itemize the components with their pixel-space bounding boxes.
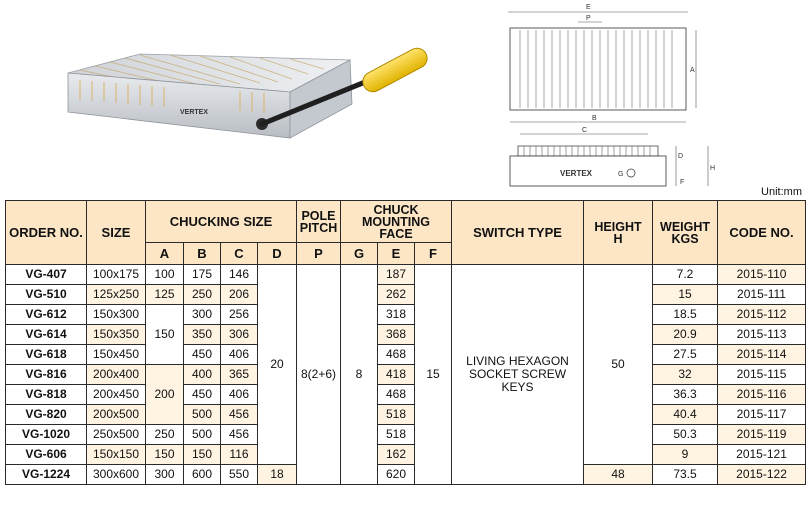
e-cell: 518 [378,405,415,425]
header-c: C [221,243,258,265]
b-cell: 300 [184,305,221,325]
size-cell: 300x600 [87,465,146,485]
b-cell: 600 [184,465,221,485]
e-cell: 468 [378,345,415,365]
header-chucking-size: CHUCKING SIZE [146,201,297,243]
switch-type-line3: KEYS [501,380,534,394]
header-cmf-line3: FACE [379,226,413,241]
b-cell: 250 [184,285,221,305]
size-cell: 200x450 [87,385,146,405]
table-row [6,365,806,385]
weight-cell: 7.2 [653,265,718,285]
weight-cell: 40.4 [653,405,718,425]
c-cell: 206 [221,285,258,305]
header-height [584,201,653,265]
dim-b-label: B [592,115,597,122]
code-cell: 2015-117 [718,405,806,425]
weight-cell: 18.5 [653,305,718,325]
b-cell: 450 [184,385,221,405]
b-cell: 500 [184,405,221,425]
header-switch-type: SWITCH TYPE [452,201,584,265]
header-d: D [258,243,297,265]
table-row [6,405,806,425]
a-cell: 300 [146,465,184,485]
header-e: E [378,243,415,265]
code-cell: 2015-115 [718,365,806,385]
c-cell: 406 [221,345,258,365]
e-cell: 187 [378,265,415,285]
technical-drawing [498,0,730,198]
f-shared-cell: 15 [415,265,452,485]
b-cell: 350 [184,325,221,345]
header-cmf-line2: MOUNTING [361,214,431,229]
header-pole-pitch-line2: PITCH [299,220,338,235]
dim-f-label: F [680,179,685,186]
order-no-cell: VG-818 [6,385,87,405]
weight-cell: 32 [653,365,718,385]
switch-type-line2: SOCKET SCREW [468,367,567,381]
drawing-brand: VERTEX [560,169,593,178]
header-f: F [415,243,452,265]
order-no-cell: VG-407 [6,265,87,285]
header-weight [653,201,718,265]
size-cell: 250x500 [87,425,146,445]
table-row [6,305,806,325]
a-cell: 100 [146,265,184,285]
order-no-cell: VG-606 [6,445,87,465]
unit-note: Unit:mm [761,186,802,198]
e-cell: 162 [378,445,415,465]
weight-cell: 27.5 [653,345,718,365]
size-cell: 200x400 [87,365,146,385]
dim-c-label: C [582,127,588,134]
a-cell: 250 [146,425,184,445]
header-chuck-mounting-face [341,201,452,243]
weight-cell: 9 [653,445,718,465]
order-no-cell: VG-820 [6,405,87,425]
g-shared-cell: 8 [341,265,378,485]
switch-type-line1: LIVING HEXAGON [466,354,569,368]
code-cell: 2015-114 [718,345,806,365]
switch-type-cell [452,265,584,485]
dim-a-label: A [690,67,695,74]
b-cell: 150 [184,445,221,465]
size-cell: 150x300 [87,305,146,325]
header-pole-pitch [297,201,341,243]
code-cell: 2015-111 [718,285,806,305]
b-cell: 175 [184,265,221,285]
weight-cell: 50.3 [653,425,718,445]
e-cell: 518 [378,425,415,445]
e-cell: 620 [378,465,415,485]
weight-cell: 73.5 [653,465,718,485]
code-cell: 2015-112 [718,305,806,325]
code-cell: 2015-122 [718,465,806,485]
size-cell: 125x250 [87,285,146,305]
dim-e-label: E [586,4,591,11]
header-a: A [146,243,184,265]
weight-cell: 36.3 [653,385,718,405]
header-order-no: ORDER NO. [6,201,87,265]
c-cell: 306 [221,325,258,345]
table-row [6,265,806,285]
height-shared-cell: 50 [584,265,653,465]
c-cell: 406 [221,385,258,405]
order-no-cell: VG-614 [6,325,87,345]
a-shared-cell: 150 [146,305,184,365]
code-cell: 2015-113 [718,325,806,345]
size-cell: 200x500 [87,405,146,425]
size-cell: 150x450 [87,345,146,365]
e-cell: 368 [378,325,415,345]
dim-h-label: H [710,165,716,172]
order-no-cell: VG-1224 [6,465,87,485]
c-cell: 365 [221,365,258,385]
dim-d-label: D [678,153,684,160]
d-cell: 18 [258,465,297,485]
table-row [6,285,806,305]
b-cell: 500 [184,425,221,445]
table-row [6,425,806,445]
header-size: SIZE [87,201,146,265]
table-row [6,465,806,485]
product-photo [40,40,440,190]
header-p: P [297,243,341,265]
a-cell: 125 [146,285,184,305]
order-no-cell: VG-1020 [6,425,87,445]
header-b: B [184,243,221,265]
header-weight-line1: WEIGHT [660,219,711,234]
header-code-no: CODE NO. [718,201,806,265]
a-shared-cell: 200 [146,365,184,425]
code-cell: 2015-116 [718,385,806,405]
dim-p-label: P [586,15,591,22]
order-no-cell: VG-816 [6,365,87,385]
b-cell: 450 [184,345,221,365]
code-cell: 2015-110 [718,265,806,285]
photo-brand: VERTEX [180,109,209,116]
header-cmf-line1: CHUCK [373,202,419,217]
code-cell: 2015-121 [718,445,806,465]
c-cell: 256 [221,305,258,325]
c-cell: 550 [221,465,258,485]
size-cell: 100x175 [87,265,146,285]
e-cell: 418 [378,365,415,385]
order-no-cell: VG-618 [6,345,87,365]
header-height-line2: H [613,231,623,246]
c-cell: 116 [221,445,258,465]
order-no-cell: VG-612 [6,305,87,325]
order-no-cell: VG-510 [6,285,87,305]
b-cell: 400 [184,365,221,385]
size-cell: 150x350 [87,325,146,345]
header-height-line1: HEIGHT [594,219,642,234]
c-cell: 146 [221,265,258,285]
c-cell: 456 [221,405,258,425]
weight-cell: 15 [653,285,718,305]
weight-cell: 20.9 [653,325,718,345]
table-row [6,345,806,365]
dim-g-label: G [618,171,624,178]
header-g: G [341,243,378,265]
header-weight-line2: KGS [671,231,699,246]
height-cell: 48 [584,465,653,485]
c-cell: 456 [221,425,258,445]
e-cell: 262 [378,285,415,305]
e-cell: 318 [378,305,415,325]
code-cell: 2015-119 [718,425,806,445]
table-row [6,445,806,465]
a-cell: 150 [146,445,184,465]
header-pole-pitch-line1: POLE [301,208,336,223]
d-shared-cell: 20 [258,265,297,465]
e-cell: 468 [378,385,415,405]
table-row [6,385,806,405]
pitch-shared-cell: 8(2+6) [297,265,341,485]
size-cell: 150x150 [87,445,146,465]
table-row [6,325,806,345]
spec-table [5,200,806,485]
